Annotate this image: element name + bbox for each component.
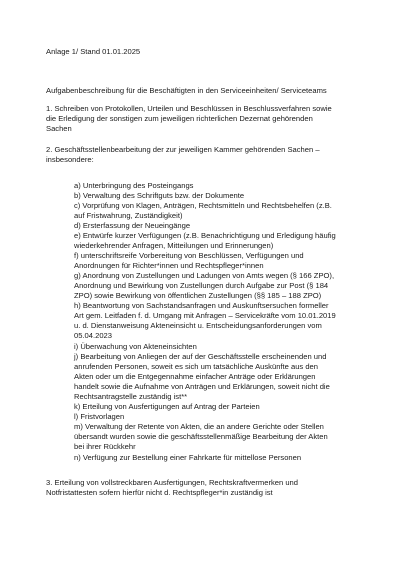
list-item: wiederkehrender Anfragen, Mitteilungen und Erinnerungen)	[74, 241, 274, 250]
list-item: c) Vorprüfung von Klagen, Anträgen, Rechtsmitteln und Rechtsbehelfen (z.B.	[74, 201, 332, 210]
section-1-line: Sachen	[46, 124, 72, 133]
list-item: ZPO) sowie Bewirkung von öffentlichen Zustellungen (§§ 185 – 188 ZPO)	[74, 291, 322, 300]
list-item: h) Beantwortung von Sachstandsanfragen und Auskunftsersuchen formeller	[74, 301, 329, 310]
list-item: a) Unterbringung des Posteingangs	[74, 181, 194, 190]
list-item: m) Verwaltung der Retente von Akten, die an andere Gerichte oder Stellen	[74, 422, 324, 431]
list-item: u. d. Dienstanweisung Akteneinsicht u. Entscheidungsanforderungen vom	[74, 321, 322, 330]
list-item: Art gem. Leitfaden f. d. Umgang mit Anfragen – Servicekräfte vom 10.01.2019	[74, 311, 336, 320]
list-item: l) Fristvorlagen	[74, 412, 125, 421]
list-item: d) Ersterfassung der Neueingänge	[74, 221, 191, 230]
document-title: Aufgabenbeschreibung für die Beschäftigten in den Serviceeinheiten/ Serviceteams	[46, 86, 327, 95]
list-item: handelt sowie die Aufnahme von Anträgen und Erklärungen, soweit nicht die	[74, 382, 330, 391]
list-item: Akten oder um die Entgegennahme einfacher Anträge oder Erklärungen	[74, 372, 316, 381]
section-1-line: 1. Schreiben von Protokollen, Urteilen und Beschlüssen in Beschlussverfahren sowie	[46, 104, 332, 113]
document-header: Anlage 1/ Stand 01.01.2025	[46, 47, 141, 56]
list-item: k) Erteilung von Ausfertigungen auf Antrag der Parteien	[74, 402, 260, 411]
list-item: Anordnung und Bewirkung von Zustellungen durch Aufgabe zur Post (§ 184	[74, 281, 329, 290]
list-item: e) Entwürfe kurzer Verfügungen (z.B. Benachrichtigung und Erledigung häufig	[74, 231, 336, 240]
section-2-line: insbesondere:	[46, 155, 94, 164]
list-item: b) Verwaltung des Schriftguts bzw. der Dokumente	[74, 191, 245, 200]
list-item: f) unterschriftsreife Vorbereitung von Beschlüssen, Verfügungen und	[74, 251, 304, 260]
list-item: i) Überwachung von Akteneinsichten	[74, 342, 197, 351]
section-2-line: 2. Geschäftsstellenbearbeitung der zur jeweiligen Kammer gehörenden Sachen –	[46, 145, 320, 154]
list-item: Rechtsantragstelle zuständig ist**	[74, 392, 188, 401]
list-item: g) Anordnung von Zustellungen und Ladungen von Amts wegen (§ 166 ZPO),	[74, 271, 335, 280]
list-item: j) Bearbeitung von Anliegen der auf der Geschäftsstelle erscheinenden und	[74, 352, 327, 361]
list-item: Anordnungen für Richter*innen und Rechtspfleger*innen	[74, 261, 264, 270]
list-item: anrufenden Personen, soweit es sich um tatsächliche Auskünfte aus den	[74, 362, 318, 371]
list-item: n) Verfügung zur Bestellung einer Fahrkarte für mittellose Personen	[74, 453, 302, 462]
section-1-line: die Erledigung der sonstigen zum jeweiligen richterlichen Dezernat gehörenden	[46, 114, 313, 123]
section-3-line: 3. Erteilung von vollstreckbaren Ausfertigungen, Rechtskraftvermerken und	[46, 478, 298, 487]
list-item: auf Fristwahrung, Zuständigkeit)	[74, 211, 183, 220]
list-item: übersandt wurden sowie die geschäftsstellenmäßige Bearbeitung der Akten	[74, 432, 328, 441]
list-item: 05.04.2023	[74, 331, 113, 340]
list-item: bei ihrer Rückkehr	[74, 442, 136, 451]
section-3-line: Notfristattesten sofern hierfür nicht d. Rechtspfleger*in zuständig ist	[46, 488, 273, 497]
